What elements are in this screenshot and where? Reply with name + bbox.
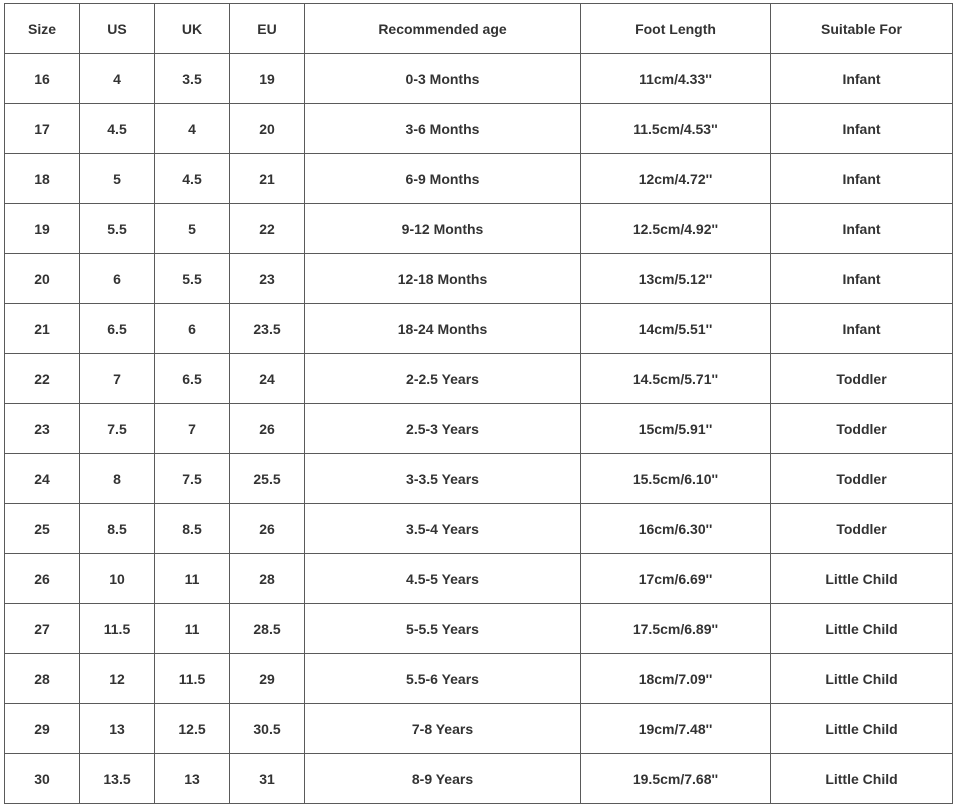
cell-us: 6 (80, 254, 155, 304)
cell-suitable-for: Infant (771, 304, 953, 354)
cell-size: 28 (5, 654, 80, 704)
cell-us: 7 (80, 354, 155, 404)
cell-size: 29 (5, 704, 80, 754)
cell-us: 4.5 (80, 104, 155, 154)
cell-size: 30 (5, 754, 80, 804)
header-uk: UK (155, 4, 230, 54)
cell-us: 11.5 (80, 604, 155, 654)
cell-uk: 5 (155, 204, 230, 254)
cell-eu: 19 (230, 54, 305, 104)
cell-suitable-for: Infant (771, 104, 953, 154)
cell-size: 20 (5, 254, 80, 304)
cell-suitable-for: Little Child (771, 654, 953, 704)
cell-recommended-age: 2.5-3 Years (305, 404, 581, 454)
cell-recommended-age: 3.5-4 Years (305, 504, 581, 554)
cell-uk: 11 (155, 554, 230, 604)
cell-eu: 31 (230, 754, 305, 804)
cell-recommended-age: 9-12 Months (305, 204, 581, 254)
cell-uk: 11.5 (155, 654, 230, 704)
table-row (5, 604, 953, 654)
cell-us: 6.5 (80, 304, 155, 354)
table-row (5, 654, 953, 704)
cell-suitable-for: Infant (771, 154, 953, 204)
cell-uk: 11 (155, 604, 230, 654)
header-us: US (80, 4, 155, 54)
table-row (5, 354, 953, 404)
size-chart-table (4, 3, 953, 804)
cell-recommended-age: 4.5-5 Years (305, 554, 581, 604)
table-row (5, 54, 953, 104)
header-size: Size (5, 4, 80, 54)
cell-us: 13 (80, 704, 155, 754)
cell-suitable-for: Toddler (771, 354, 953, 404)
cell-us: 5 (80, 154, 155, 204)
cell-suitable-for: Infant (771, 204, 953, 254)
cell-foot-length: 14cm/5.51'' (581, 304, 771, 354)
cell-suitable-for: Toddler (771, 454, 953, 504)
cell-us: 7.5 (80, 404, 155, 454)
cell-uk: 6.5 (155, 354, 230, 404)
cell-recommended-age: 5-5.5 Years (305, 604, 581, 654)
cell-size: 23 (5, 404, 80, 454)
cell-size: 27 (5, 604, 80, 654)
cell-eu: 25.5 (230, 454, 305, 504)
table-row (5, 504, 953, 554)
cell-uk: 4.5 (155, 154, 230, 204)
cell-us: 8 (80, 454, 155, 504)
table-row (5, 454, 953, 504)
cell-uk: 13 (155, 754, 230, 804)
cell-eu: 24 (230, 354, 305, 404)
table-row (5, 204, 953, 254)
cell-suitable-for: Little Child (771, 754, 953, 804)
cell-suitable-for: Little Child (771, 604, 953, 654)
cell-uk: 4 (155, 104, 230, 154)
cell-size: 24 (5, 454, 80, 504)
cell-recommended-age: 2-2.5 Years (305, 354, 581, 404)
cell-suitable-for: Little Child (771, 554, 953, 604)
cell-size: 22 (5, 354, 80, 404)
cell-foot-length: 12.5cm/4.92'' (581, 204, 771, 254)
cell-eu: 29 (230, 654, 305, 704)
cell-foot-length: 13cm/5.12'' (581, 254, 771, 304)
cell-us: 5.5 (80, 204, 155, 254)
cell-recommended-age: 8-9 Years (305, 754, 581, 804)
cell-uk: 8.5 (155, 504, 230, 554)
cell-foot-length: 19cm/7.48'' (581, 704, 771, 754)
table-row (5, 704, 953, 754)
cell-foot-length: 14.5cm/5.71'' (581, 354, 771, 404)
table-row (5, 254, 953, 304)
cell-eu: 26 (230, 504, 305, 554)
table-row (5, 404, 953, 454)
cell-recommended-age: 7-8 Years (305, 704, 581, 754)
header-suitable-for: Suitable For (771, 4, 953, 54)
cell-foot-length: 17.5cm/6.89'' (581, 604, 771, 654)
cell-uk: 5.5 (155, 254, 230, 304)
cell-eu: 20 (230, 104, 305, 154)
cell-suitable-for: Little Child (771, 704, 953, 754)
cell-us: 12 (80, 654, 155, 704)
header-recommended-age: Recommended age (305, 4, 581, 54)
cell-foot-length: 17cm/6.69'' (581, 554, 771, 604)
cell-eu: 28 (230, 554, 305, 604)
cell-eu: 30.5 (230, 704, 305, 754)
size-chart-header (5, 4, 953, 54)
cell-suitable-for: Infant (771, 54, 953, 104)
cell-recommended-age: 12-18 Months (305, 254, 581, 304)
cell-size: 17 (5, 104, 80, 154)
cell-us: 8.5 (80, 504, 155, 554)
table-row (5, 104, 953, 154)
cell-size: 16 (5, 54, 80, 104)
cell-uk: 7.5 (155, 454, 230, 504)
cell-suitable-for: Toddler (771, 404, 953, 454)
cell-eu: 21 (230, 154, 305, 204)
cell-foot-length: 16cm/6.30'' (581, 504, 771, 554)
cell-us: 4 (80, 54, 155, 104)
cell-uk: 7 (155, 404, 230, 454)
cell-foot-length: 15.5cm/6.10'' (581, 454, 771, 504)
cell-suitable-for: Toddler (771, 504, 953, 554)
cell-uk: 6 (155, 304, 230, 354)
header-foot-length: Foot Length (581, 4, 771, 54)
cell-uk: 12.5 (155, 704, 230, 754)
cell-size: 26 (5, 554, 80, 604)
header-row (5, 4, 953, 54)
table-row (5, 554, 953, 604)
cell-recommended-age: 6-9 Months (305, 154, 581, 204)
cell-foot-length: 19.5cm/7.68'' (581, 754, 771, 804)
cell-size: 21 (5, 304, 80, 354)
cell-eu: 23 (230, 254, 305, 304)
cell-recommended-age: 0-3 Months (305, 54, 581, 104)
cell-us: 10 (80, 554, 155, 604)
cell-recommended-age: 5.5-6 Years (305, 654, 581, 704)
size-chart-body (5, 54, 953, 804)
table-row (5, 754, 953, 804)
cell-size: 18 (5, 154, 80, 204)
table-row (5, 304, 953, 354)
cell-foot-length: 15cm/5.91'' (581, 404, 771, 454)
cell-size: 25 (5, 504, 80, 554)
cell-foot-length: 11cm/4.33'' (581, 54, 771, 104)
cell-foot-length: 11.5cm/4.53'' (581, 104, 771, 154)
cell-eu: 22 (230, 204, 305, 254)
header-eu: EU (230, 4, 305, 54)
cell-eu: 26 (230, 404, 305, 454)
cell-us: 13.5 (80, 754, 155, 804)
cell-eu: 28.5 (230, 604, 305, 654)
cell-recommended-age: 3-6 Months (305, 104, 581, 154)
cell-eu: 23.5 (230, 304, 305, 354)
cell-size: 19 (5, 204, 80, 254)
table-row (5, 154, 953, 204)
cell-foot-length: 12cm/4.72'' (581, 154, 771, 204)
cell-uk: 3.5 (155, 54, 230, 104)
cell-recommended-age: 3-3.5 Years (305, 454, 581, 504)
cell-suitable-for: Infant (771, 254, 953, 304)
cell-foot-length: 18cm/7.09'' (581, 654, 771, 704)
cell-recommended-age: 18-24 Months (305, 304, 581, 354)
